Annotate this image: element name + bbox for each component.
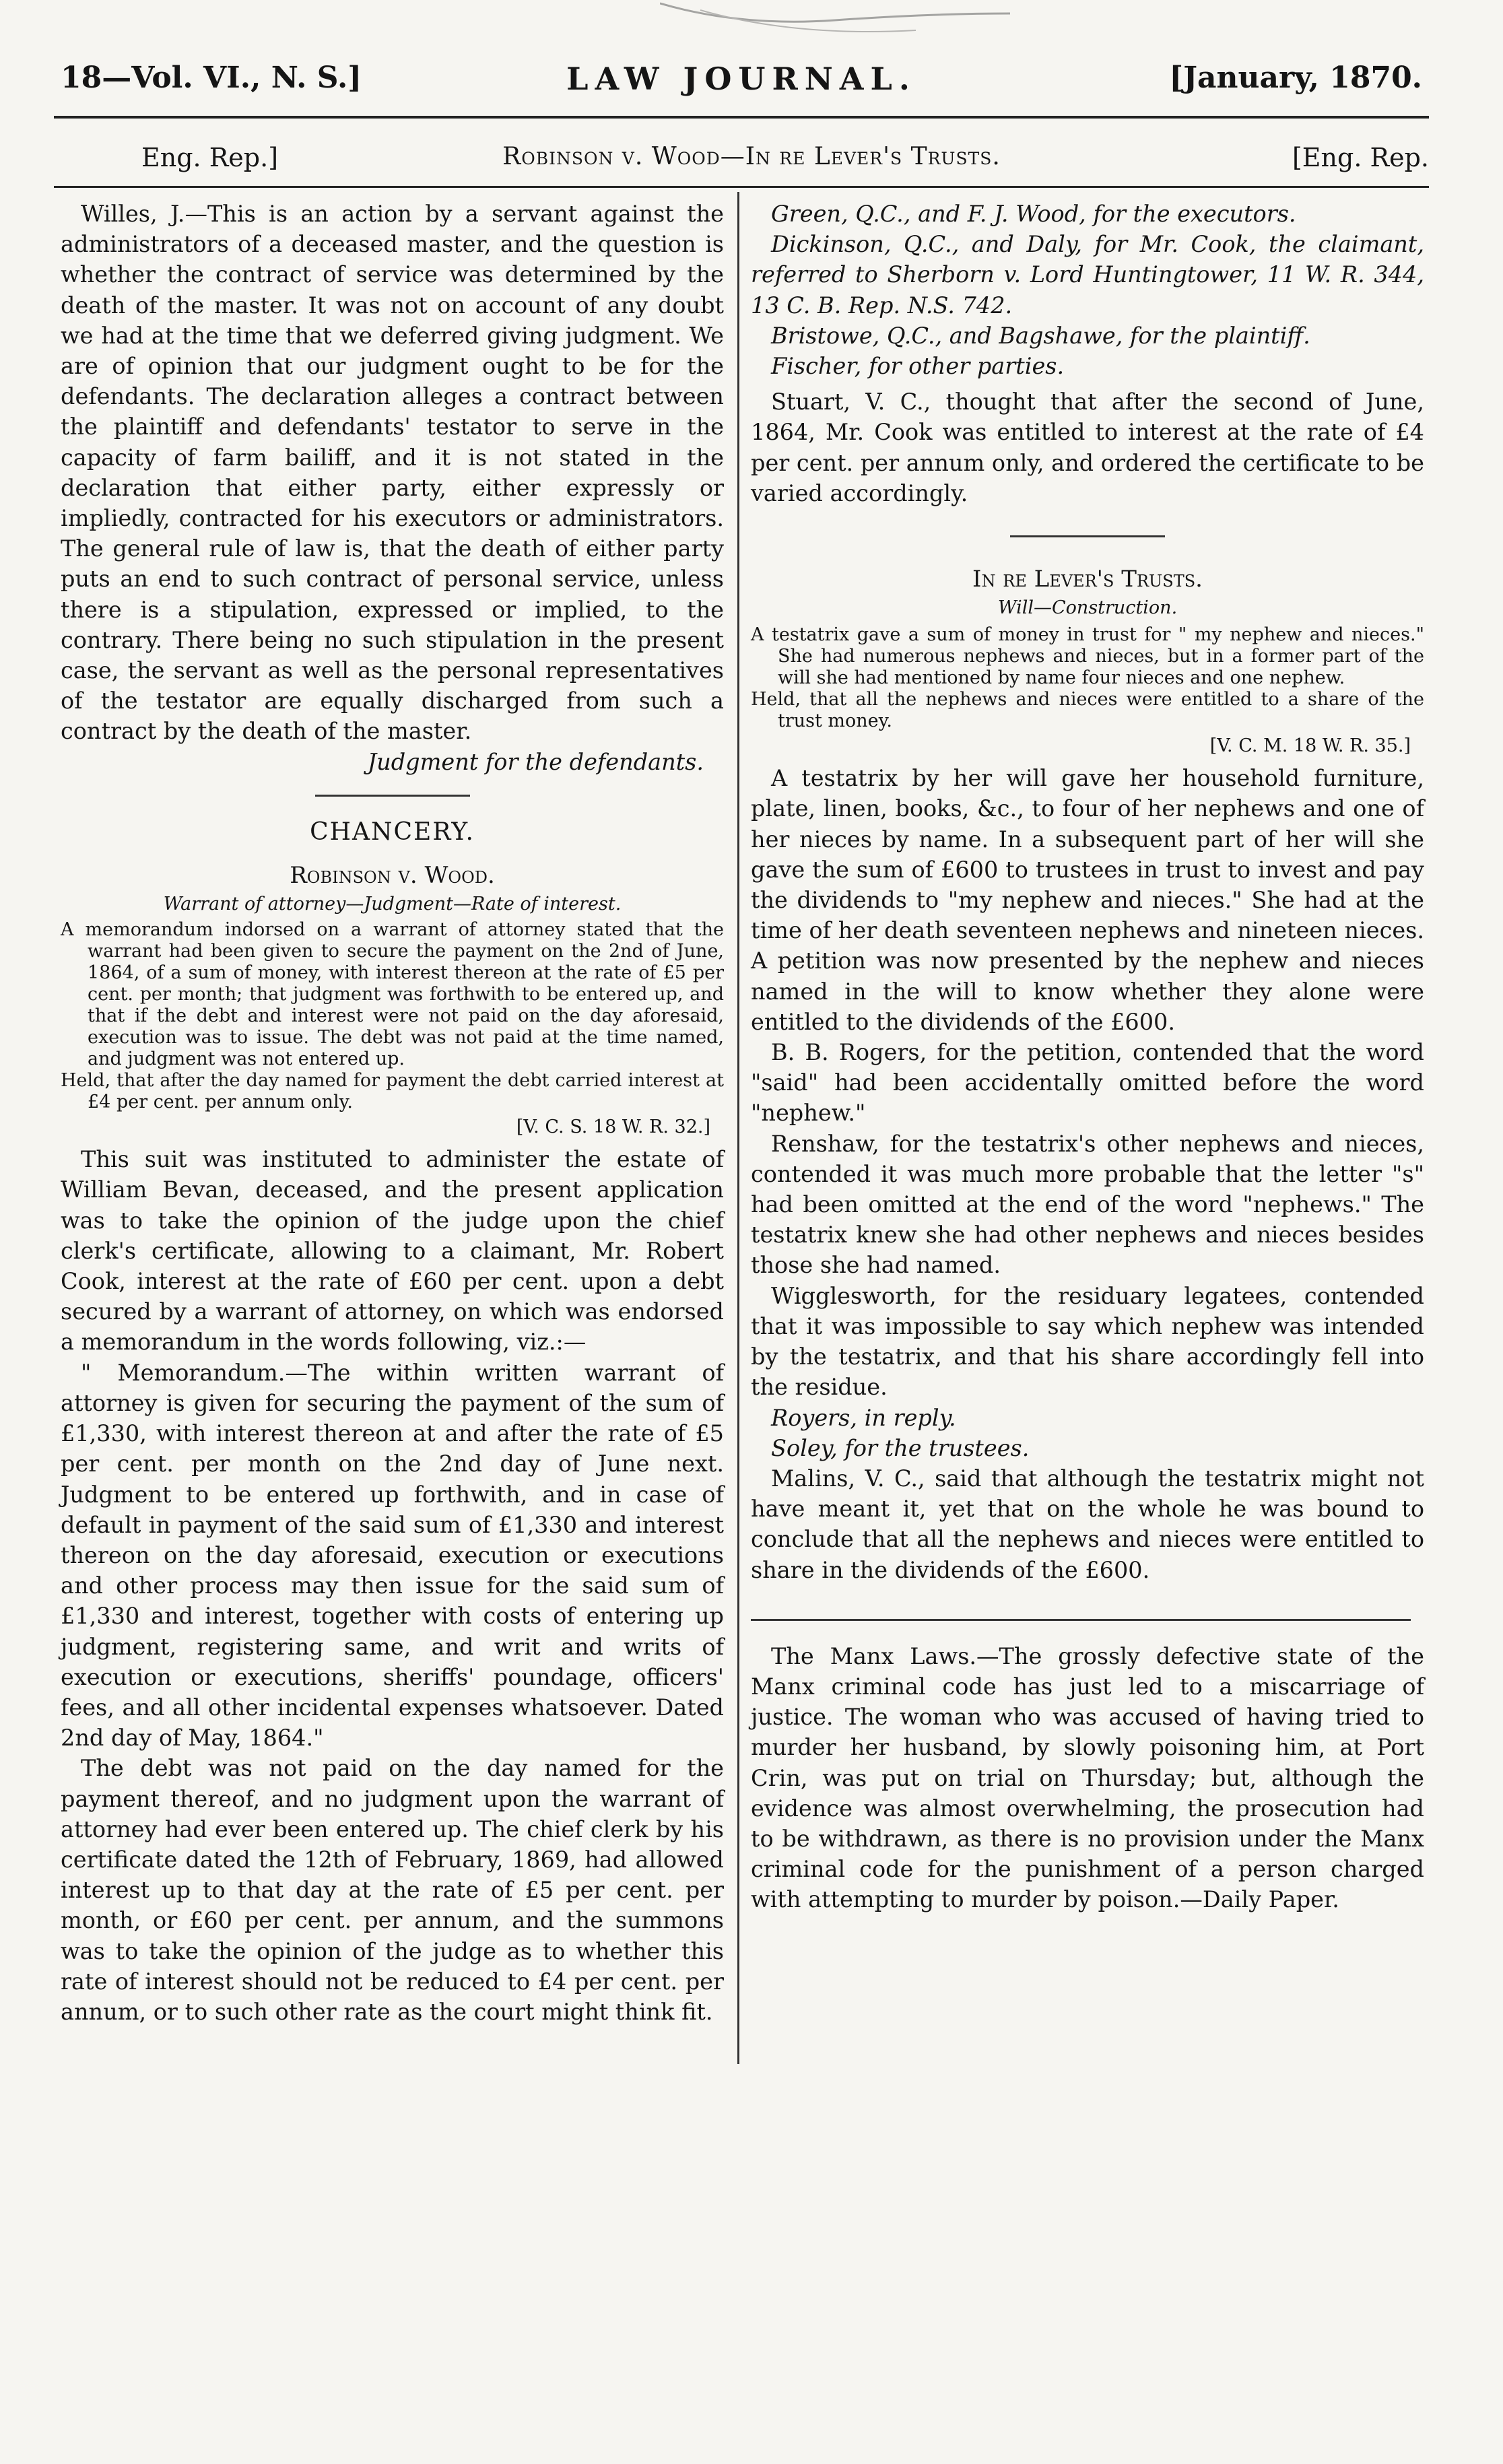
case-reference: [V. C. M. 18 W. R. 35.]: [1209, 735, 1411, 757]
running-head-left: Eng. Rep.]: [141, 143, 279, 172]
section-separator: [315, 795, 470, 797]
memorandum-paragraph: " Memorandum.—The within written warrant of attorney is given for securing the payment of the sum of £1,330, with interest thereon at and after the rate of £5 per cent. per month on the 2nd day of June next. Judgment to be entered up forthwith, and in case of default in payment of the said sum of £1,330 and interest thereon on the day aforesaid, execution or executions and other process may then issue for the said sum of £1,330 and interest, together with costs of entering up judgment, registering same, and writ and writs of execution or executions, sheriffs' poundage, officers' fees, and all other incidental expenses whatsoever. Dated 2nd day of May, 1864.": [61, 1359, 724, 1752]
headnote-held: Held, that after the day named for payment the debt carried interest at £4 per cent. per annum only.: [61, 1070, 724, 1113]
headnote-1: A memorandum indorsed on a warrant of attorney stated that the warrant had been given to secure the payment on the 2nd of June, 1864, of a sum of money, with interest thereon at the rate of £5 per cent. per month; that judgment was forthwith to be entered up, and that if the debt and interest were not paid on the day aforesaid, execution was to issue. The debt was not paid at the time named, and judgment was not entered up.: [61, 919, 724, 1070]
malins-decision: Malins, V. C., said that although the testatrix might not have meant it, yet that on the whole he was bound to conclude that all the nephews and nieces were entitled to share in the dividends of the £600.: [751, 1465, 1424, 1583]
reply-line: Royers, in reply.: [771, 1404, 956, 1431]
header-rule: [54, 116, 1429, 119]
headnote-1: A testatrix gave a sum of money in trust for " my nephew and nieces." She had numerous nephews and nieces, but in a former part of the will she had mentioned by name four nieces and one nephew.: [751, 624, 1424, 689]
willes-judgment-paragraph: Willes, J.—This is an action by a servant against the administrators of a deceased master, and the question is whether the contract of service was determined by the death of the master. It was not on account of any doubt we had at the time that we deferred giving judgment. We are of opinion that our judgment ought to be for the defendants. The declaration alleges a contract between the plaintiff and defendants' testator to serve in the capacity of farm bailiff, and it is not stated in the declaration that either party, either expressly or impliedly, contracted for his executors or administrators. The general rule of law is, that the death of either party puts an end to such contract of personal service, unless there is a stipulation, expressed or implied, to the contrary. There being no such stipulation in the present case, the servant as well as the personal representatives of the testator are equally discharged from such a contract by the death of the master.: [61, 201, 724, 745]
counsel-plaintiff: Bristowe, Q.C., and Bagshawe, for the plaintiff.: [771, 322, 1310, 349]
suit-paragraph: This suit was instituted to administer the estate of William Bevan, deceased, and the present application was to take the opinion of the judge upon the chief clerk's certificate, allowing to a claimant, Mr. Robert Cook, interest at the rate of £60 per cent. upon a debt secured by a warrant of attorney, on which was endorsed a memorandum in the words following, viz.:—: [61, 1146, 724, 1356]
case-subtitle: Will—Construction.: [997, 597, 1178, 619]
running-head: [101, 143, 1429, 183]
judgment-line: Judgment for the defendants.: [367, 748, 704, 775]
column-divider: [737, 192, 739, 2064]
running-head-title: Robinson v. Wood—In re Lever's Trusts.: [502, 143, 1001, 170]
section-separator: [1010, 535, 1165, 537]
section-separator: [751, 1619, 1411, 1621]
counsel-executors: Green, Q.C., and F. J. Wood, for the executors.: [771, 201, 1296, 227]
headnote-held: Held, that all the nephews and nieces were entitled to a share of the trust money.: [751, 689, 1424, 732]
case-subtitle: Warrant of attorney—Judgment—Rate of interest.: [163, 894, 622, 915]
case-title-robinson: Robinson v. Wood.: [290, 862, 495, 890]
header-date: [January, 1870.: [1169, 61, 1422, 95]
debt-paragraph: The debt was not paid on the day named for the payment thereof, and no judgment upon the warrant of attorney had ever been entered up. The chief clerk by his certificate dated the 12th of February, 1869, had allowed interest up to that day at the rate of £5 per cent. per month, or £60 per cent. per annum, and the summons was to take the opinion of the judge as to whether this rate of interest should not be reduced to £4 per cent. per annum, or to such other rate as the court might think fit.: [61, 1755, 724, 2025]
trustees-line: Soley, for the trustees.: [771, 1434, 1030, 1461]
running-head-right: [Eng. Rep.: [1292, 143, 1429, 172]
page-header: [61, 61, 1422, 108]
left-column: [61, 199, 724, 2027]
chancery-heading: CHANCERY.: [310, 818, 475, 846]
renshaw-paragraph: Renshaw, for the testatrix's other nephews and nieces, contended it was much more probable that the letter "s" had been omitted at the end of the word "nephews." The testatrix knew she had other nephews and nieces besides those she had named.: [751, 1130, 1424, 1279]
counsel-other: Fischer, for other parties.: [771, 353, 1065, 380]
case-reference: [V. C. S. 18 W. R. 32.]: [516, 1117, 710, 1138]
stuart-decision: Stuart, V. C., thought that after the second of June, 1864, Mr. Cook was entitled to interest at the rate of £4 per cent. per annum only, and ordered the certificate to be varied accordingly.: [751, 389, 1425, 506]
testatrix-paragraph: A testatrix by her will gave her household furniture, plate, linen, books, &c., to four of her nephews and one of her nieces by name. In a subsequent part of her will she gave the sum of £600 to trustees in trust to invest and pay the dividends to "my nephew and nieces." She had at the time of her death seventeen nephews and nineteen nieces. A petition was now presented by the nephew and nieces named in the will to know whether they alone were entitled to the dividends of the £600.: [751, 765, 1424, 1035]
manx-laws-paragraph: The Manx Laws.—The grossly defective state of the Manx criminal code has just led to a miscarriage of justice. The woman who was accused of having tried to murder her husband, by slowly poisoning him, at Port Crin, was put on trial on Thursday; but, although the evidence was almost overwhelming, the prosecution had to be withdrawn, as there is no provision under the Manx criminal code for the punishment of a person charged with attempting to murder by poison.—Daily Paper.: [751, 1642, 1424, 1913]
right-column: [751, 199, 1424, 1915]
wigglesworth-paragraph: Wigglesworth, for the residuary legatees, contended that it was impossible to say which nephew was intended by the testatrix, and that his share accordingly fell into the residue.: [751, 1282, 1424, 1401]
case-title-lever: In re Lever's Trusts.: [972, 566, 1203, 593]
rogers-paragraph: B. B. Rogers, for the petition, contended that the word "said" had been accidentally omitted before the word "nephew.": [751, 1039, 1424, 1127]
ink-smudge: [660, 0, 1010, 47]
counsel-claimant: Dickinson, Q.C., and Daly, for Mr. Cook, the claimant, referred to Sherborn v. Lord Huntingtower, 11 W. R. 344, 13 C. B. Rep. N.S. 742.: [751, 231, 1424, 319]
header-title: LAW JOURNAL.: [566, 61, 916, 97]
header-volume: 18—Vol. VI., N. S.]: [61, 61, 362, 95]
subheader-rule: [54, 186, 1429, 188]
